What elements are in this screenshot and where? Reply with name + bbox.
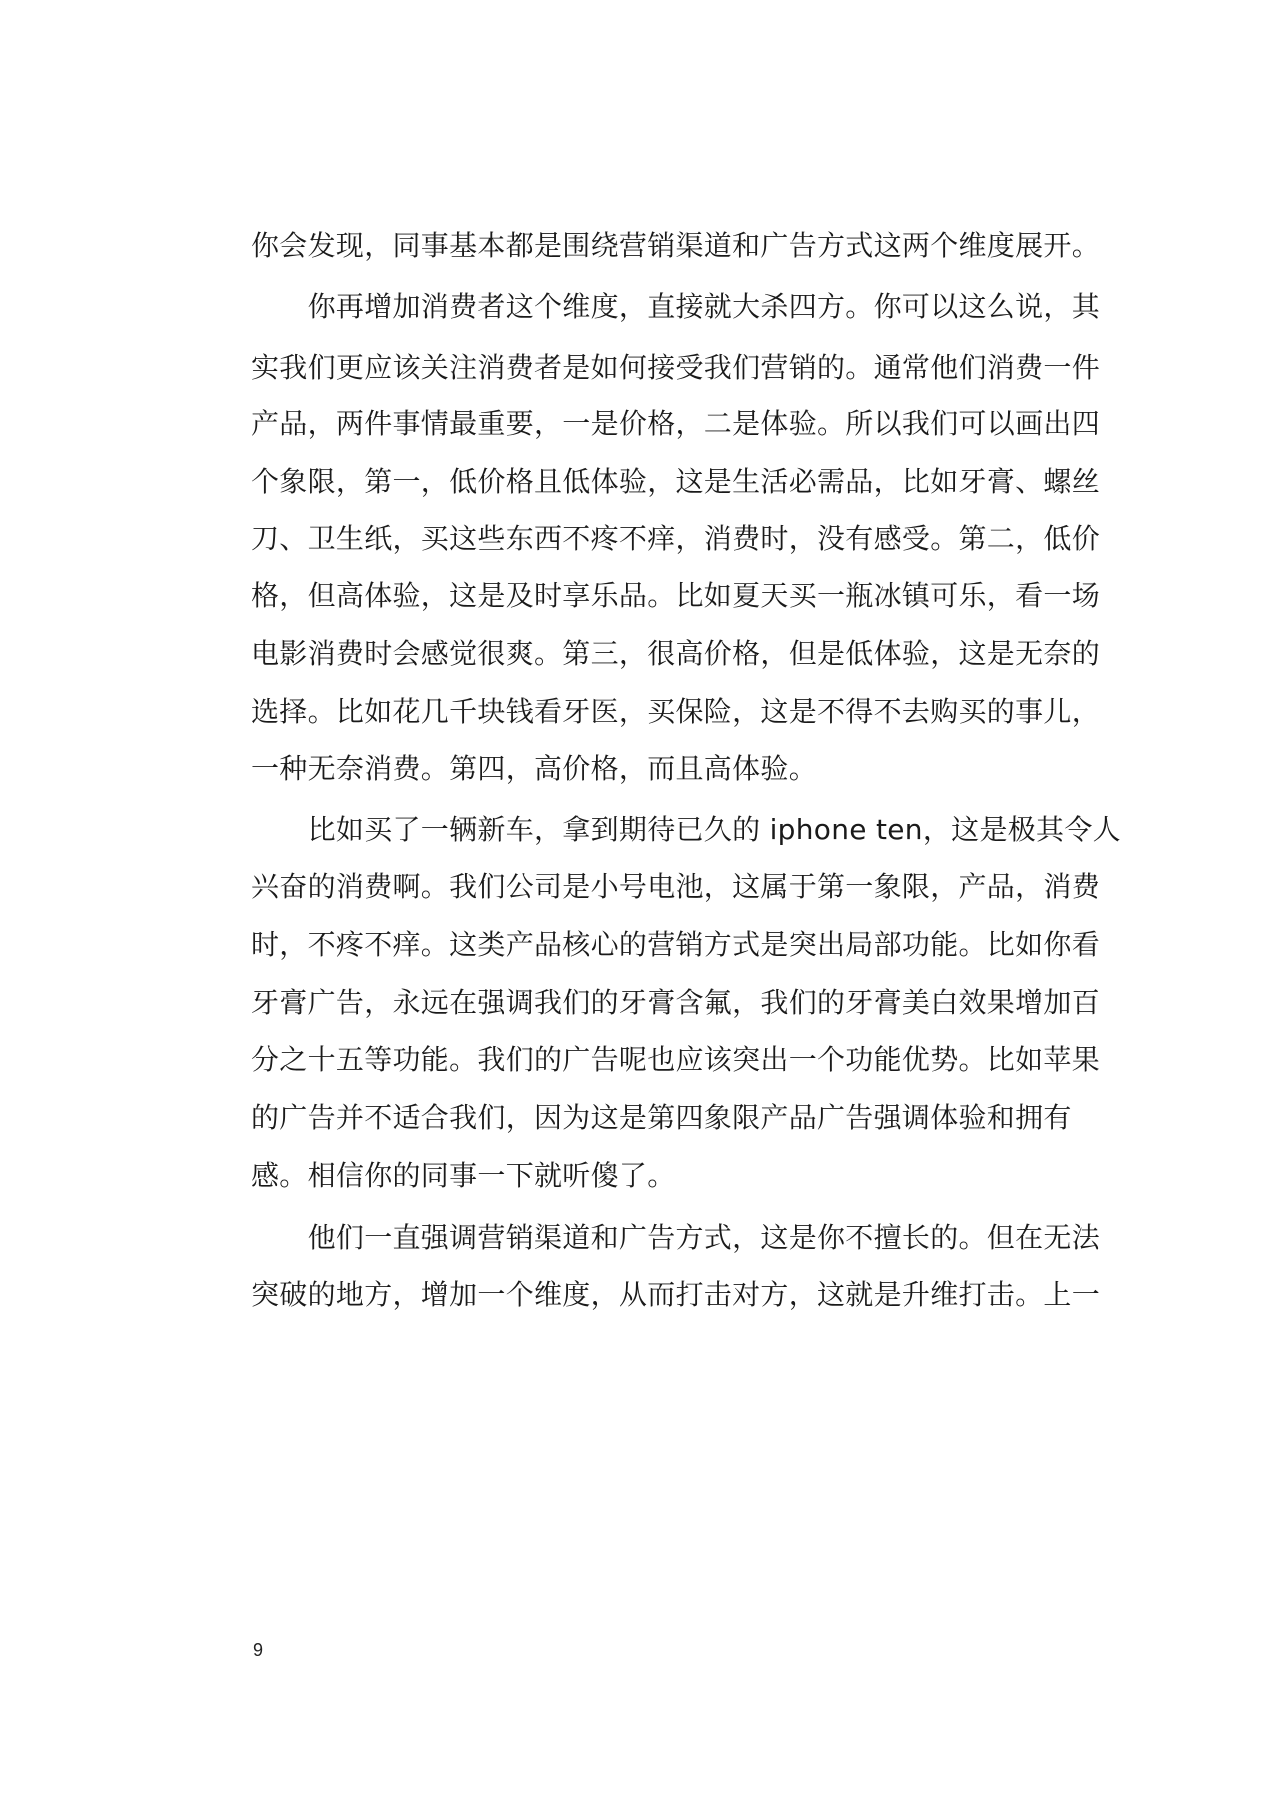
text-line: 产品，两件事情最重要，一是价格，二是体验。所以我们可以画出四: [251, 407, 1101, 440]
text-line: 感。相信你的同事一下就听傻了。: [251, 1159, 676, 1192]
text-line: 你再增加消费者这个维度，直接就大杀四方。你可以这么说，其: [251, 290, 1101, 323]
page-number: 9: [253, 1640, 264, 1660]
text-line: 刀、卫生纸，买这些东西不疼不痒，消费时，没有感受。第二，低价: [251, 522, 1101, 555]
text-line: 牙膏广告，永远在强调我们的牙膏含氟，我们的牙膏美白效果增加百: [251, 986, 1101, 1019]
text-line: 电影消费时会感觉很爽。第三，很高价格，但是低体验，这是无奈的: [251, 637, 1101, 670]
text-line: 实我们更应该关注消费者是如何接受我们营销的。通常他们消费一件: [251, 351, 1101, 384]
text-line: 你会发现，同事基本都是围绕营销渠道和广告方式这两个维度展开。: [251, 229, 1101, 262]
text-line: 分之十五等功能。我们的广告呢也应该突出一个功能优势。比如苹果: [251, 1043, 1101, 1076]
text-line: 个象限，第一，低价格且低体验，这是生活必需品，比如牙膏、螺丝: [251, 465, 1101, 498]
text-line: 突破的地方，增加一个维度，从而打击对方，这就是升维打击。上一: [251, 1278, 1101, 1311]
text-line: 他们一直强调营销渠道和广告方式，这是你不擅长的。但在无法: [251, 1221, 1101, 1254]
text-line: 比如买了一辆新车，拿到期待已久的 iphone ten，这是极其令人: [251, 813, 1121, 846]
text-line: 时，不疼不痒。这类产品核心的营销方式是突出局部功能。比如你看: [251, 928, 1101, 961]
text-line: 选择。比如花几千块钱看牙医，买保险，这是不得不去购买的事儿，: [251, 695, 1101, 728]
text-line: 一种无奈消费。第四，高价格，而且高体验。: [251, 752, 818, 785]
text-line: 兴奋的消费啊。我们公司是小号电池，这属于第一象限，产品，消费: [251, 870, 1101, 903]
text-line: 格，但高体验，这是及时享乐品。比如夏天买一瓶冰镇可乐，看一场: [251, 579, 1101, 612]
text-line: 的广告并不适合我们，因为这是第四象限产品广告强调体验和拥有: [251, 1101, 1072, 1134]
